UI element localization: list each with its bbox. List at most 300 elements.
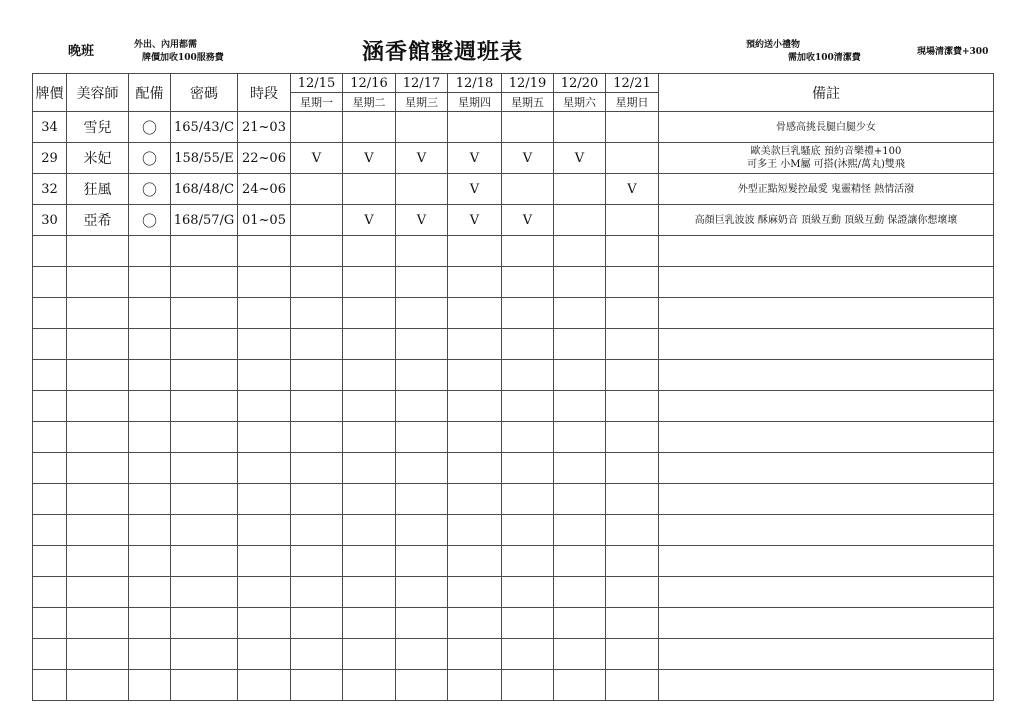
column-header-time: 時段 bbox=[238, 74, 291, 112]
empty-cell bbox=[33, 515, 67, 546]
empty-cell bbox=[448, 391, 502, 422]
day-check: V bbox=[502, 143, 554, 174]
empty-cell bbox=[448, 608, 502, 639]
day-check: V bbox=[343, 205, 396, 236]
price-cell: 29 bbox=[33, 143, 67, 174]
empty-cell bbox=[343, 236, 396, 267]
table-row bbox=[33, 112, 994, 143]
empty-cell bbox=[554, 639, 606, 670]
empty-rows bbox=[33, 236, 994, 701]
empty-cell bbox=[396, 267, 448, 298]
empty-cell bbox=[171, 360, 238, 391]
empty-cell bbox=[129, 577, 171, 608]
empty-row bbox=[33, 546, 994, 577]
empty-cell bbox=[502, 577, 554, 608]
empty-cell bbox=[129, 236, 171, 267]
empty-cell bbox=[448, 329, 502, 360]
empty-cell bbox=[67, 329, 129, 360]
column-header-date: 12/15 bbox=[291, 74, 343, 93]
empty-row bbox=[33, 639, 994, 670]
empty-cell bbox=[606, 546, 659, 577]
table-row bbox=[33, 205, 994, 236]
empty-cell bbox=[129, 391, 171, 422]
empty-row bbox=[33, 391, 994, 422]
column-header-weekday: 星期三 bbox=[396, 93, 448, 112]
column-header-weekday: 星期二 bbox=[343, 93, 396, 112]
empty-row bbox=[33, 298, 994, 329]
empty-cell bbox=[129, 360, 171, 391]
empty-cell bbox=[291, 670, 343, 701]
note-line: 歐美款巨乳騷底 預約音樂禮+100 bbox=[750, 146, 902, 157]
day-check: V bbox=[502, 205, 554, 236]
empty-cell bbox=[171, 453, 238, 484]
empty-cell bbox=[33, 329, 67, 360]
empty-cell bbox=[171, 639, 238, 670]
therapist-name: 米妃 bbox=[67, 143, 129, 174]
empty-cell bbox=[502, 453, 554, 484]
empty-row bbox=[33, 360, 994, 391]
empty-cell bbox=[606, 484, 659, 515]
site-cleaning-note: 現場清潔費+300 bbox=[917, 47, 989, 57]
empty-cell bbox=[33, 639, 67, 670]
empty-cell bbox=[554, 329, 606, 360]
empty-cell bbox=[396, 422, 448, 453]
empty-cell bbox=[238, 577, 291, 608]
column-header-date: 12/21 bbox=[606, 74, 659, 93]
empty-cell bbox=[171, 484, 238, 515]
equipment-circle: 〇 bbox=[129, 174, 171, 205]
empty-cell bbox=[396, 577, 448, 608]
column-header-date: 12/19 bbox=[502, 74, 554, 93]
code-cell: 168/48/C bbox=[171, 174, 238, 205]
empty-cell bbox=[554, 608, 606, 639]
empty-cell bbox=[659, 422, 994, 453]
empty-cell bbox=[129, 329, 171, 360]
empty-cell bbox=[33, 577, 67, 608]
empty-cell bbox=[67, 484, 129, 515]
code-cell: 165/43/C bbox=[171, 112, 238, 143]
empty-cell bbox=[659, 391, 994, 422]
empty-cell bbox=[396, 484, 448, 515]
empty-cell bbox=[448, 639, 502, 670]
empty-cell bbox=[502, 267, 554, 298]
empty-cell bbox=[238, 267, 291, 298]
empty-cell bbox=[448, 546, 502, 577]
code-cell: 168/57/G bbox=[171, 205, 238, 236]
empty-cell bbox=[502, 639, 554, 670]
empty-cell bbox=[554, 422, 606, 453]
empty-cell bbox=[238, 608, 291, 639]
empty-cell bbox=[502, 391, 554, 422]
price-cell: 32 bbox=[33, 174, 67, 205]
note-line: 外型正點短髮控最愛 鬼靈精怪 熱情活潑 bbox=[737, 183, 915, 195]
day-check bbox=[502, 174, 554, 205]
empty-cell bbox=[291, 391, 343, 422]
empty-cell bbox=[343, 298, 396, 329]
day-check bbox=[291, 174, 343, 205]
empty-row bbox=[33, 236, 994, 267]
notes-cell bbox=[659, 112, 994, 143]
empty-cell bbox=[343, 391, 396, 422]
day-check bbox=[396, 174, 448, 205]
empty-cell bbox=[606, 670, 659, 701]
empty-cell bbox=[606, 360, 659, 391]
column-header-code: 密碼 bbox=[171, 74, 238, 112]
empty-cell bbox=[33, 608, 67, 639]
column-header-price: 牌價 bbox=[33, 74, 67, 112]
empty-cell bbox=[238, 298, 291, 329]
empty-cell bbox=[448, 484, 502, 515]
column-header-date: 12/17 bbox=[396, 74, 448, 93]
empty-cell bbox=[343, 267, 396, 298]
empty-cell bbox=[291, 453, 343, 484]
empty-cell bbox=[554, 391, 606, 422]
empty-cell bbox=[129, 453, 171, 484]
empty-cell bbox=[554, 236, 606, 267]
equipment-circle: 〇 bbox=[129, 112, 171, 143]
empty-cell bbox=[291, 298, 343, 329]
empty-cell bbox=[554, 577, 606, 608]
day-check bbox=[554, 174, 606, 205]
equipment-circle: 〇 bbox=[129, 205, 171, 236]
empty-cell bbox=[129, 639, 171, 670]
empty-cell bbox=[171, 298, 238, 329]
empty-cell bbox=[238, 670, 291, 701]
empty-cell bbox=[448, 298, 502, 329]
empty-cell bbox=[291, 422, 343, 453]
empty-cell bbox=[67, 298, 129, 329]
empty-cell bbox=[606, 639, 659, 670]
empty-cell bbox=[554, 267, 606, 298]
empty-row bbox=[33, 608, 994, 639]
therapist-name: 亞希 bbox=[67, 205, 129, 236]
empty-cell bbox=[171, 329, 238, 360]
empty-cell bbox=[659, 484, 994, 515]
empty-cell bbox=[659, 608, 994, 639]
empty-cell bbox=[238, 422, 291, 453]
empty-cell bbox=[606, 608, 659, 639]
empty-cell bbox=[606, 391, 659, 422]
empty-cell bbox=[67, 639, 129, 670]
empty-cell bbox=[129, 484, 171, 515]
empty-cell bbox=[659, 577, 994, 608]
empty-cell bbox=[171, 577, 238, 608]
empty-cell bbox=[502, 329, 554, 360]
day-check: V bbox=[448, 174, 502, 205]
empty-cell bbox=[33, 391, 67, 422]
empty-cell bbox=[238, 639, 291, 670]
column-header-weekday: 星期六 bbox=[554, 93, 606, 112]
table-row bbox=[33, 143, 994, 174]
day-check bbox=[396, 112, 448, 143]
empty-cell bbox=[67, 453, 129, 484]
therapist-name: 雪兒 bbox=[67, 112, 129, 143]
day-check bbox=[606, 143, 659, 174]
empty-cell bbox=[448, 236, 502, 267]
price-cell: 30 bbox=[33, 205, 67, 236]
empty-cell bbox=[502, 608, 554, 639]
empty-cell bbox=[343, 484, 396, 515]
empty-cell bbox=[129, 298, 171, 329]
empty-cell bbox=[659, 267, 994, 298]
empty-cell bbox=[502, 360, 554, 391]
empty-cell bbox=[171, 546, 238, 577]
empty-cell bbox=[129, 546, 171, 577]
empty-cell bbox=[129, 267, 171, 298]
empty-cell bbox=[171, 608, 238, 639]
day-check: V bbox=[448, 143, 502, 174]
empty-cell bbox=[659, 639, 994, 670]
empty-cell bbox=[448, 360, 502, 391]
day-check bbox=[502, 112, 554, 143]
gift-note: 預約送小禮物 bbox=[746, 40, 801, 50]
empty-cell bbox=[396, 236, 448, 267]
column-header-therapist: 美容師 bbox=[67, 74, 129, 112]
empty-cell bbox=[33, 484, 67, 515]
empty-cell bbox=[448, 515, 502, 546]
page-title: 涵香館整週班表 bbox=[362, 39, 524, 65]
empty-cell bbox=[659, 670, 994, 701]
empty-cell bbox=[33, 298, 67, 329]
time-cell: 22~06 bbox=[238, 143, 291, 174]
empty-cell bbox=[448, 422, 502, 453]
note-line: 可多王 小M屬 可搭(沐熙/萬丸)雙飛 bbox=[747, 159, 905, 170]
empty-cell bbox=[171, 236, 238, 267]
empty-cell bbox=[606, 577, 659, 608]
empty-cell bbox=[291, 329, 343, 360]
empty-cell bbox=[291, 360, 343, 391]
schedule-table bbox=[32, 73, 994, 701]
empty-row bbox=[33, 329, 994, 360]
empty-cell bbox=[448, 577, 502, 608]
time-cell: 01~05 bbox=[238, 205, 291, 236]
empty-cell bbox=[448, 453, 502, 484]
empty-cell bbox=[396, 515, 448, 546]
empty-cell bbox=[129, 515, 171, 546]
empty-cell bbox=[238, 484, 291, 515]
empty-cell bbox=[33, 422, 67, 453]
empty-cell bbox=[343, 422, 396, 453]
empty-cell bbox=[67, 515, 129, 546]
notes-cell bbox=[659, 174, 994, 205]
empty-cell bbox=[502, 546, 554, 577]
empty-cell bbox=[238, 329, 291, 360]
empty-row bbox=[33, 670, 994, 701]
empty-cell bbox=[554, 670, 606, 701]
empty-cell bbox=[554, 546, 606, 577]
empty-cell bbox=[554, 515, 606, 546]
empty-cell bbox=[33, 453, 67, 484]
empty-cell bbox=[238, 515, 291, 546]
empty-cell bbox=[67, 577, 129, 608]
empty-cell bbox=[396, 608, 448, 639]
empty-cell bbox=[238, 391, 291, 422]
empty-cell bbox=[606, 515, 659, 546]
day-check bbox=[448, 112, 502, 143]
empty-cell bbox=[396, 453, 448, 484]
empty-cell bbox=[67, 422, 129, 453]
therapist-name: 狂風 bbox=[67, 174, 129, 205]
empty-cell bbox=[171, 515, 238, 546]
day-check: V bbox=[606, 174, 659, 205]
empty-cell bbox=[554, 453, 606, 484]
empty-cell bbox=[396, 298, 448, 329]
empty-cell bbox=[396, 546, 448, 577]
notes-cell bbox=[659, 205, 994, 236]
empty-cell bbox=[343, 577, 396, 608]
day-check: V bbox=[448, 205, 502, 236]
day-check: V bbox=[343, 143, 396, 174]
empty-cell bbox=[171, 670, 238, 701]
column-header-weekday: 星期五 bbox=[502, 93, 554, 112]
day-check bbox=[554, 112, 606, 143]
empty-cell bbox=[659, 360, 994, 391]
empty-cell bbox=[291, 515, 343, 546]
time-cell: 21~03 bbox=[238, 112, 291, 143]
empty-cell bbox=[238, 453, 291, 484]
empty-cell bbox=[606, 453, 659, 484]
empty-cell bbox=[171, 391, 238, 422]
empty-cell bbox=[67, 608, 129, 639]
empty-cell bbox=[659, 329, 994, 360]
empty-cell bbox=[33, 267, 67, 298]
day-check bbox=[343, 174, 396, 205]
empty-cell bbox=[343, 639, 396, 670]
table-row bbox=[33, 174, 994, 205]
time-cell: 24~06 bbox=[238, 174, 291, 205]
equipment-circle: 〇 bbox=[129, 143, 171, 174]
empty-cell bbox=[606, 267, 659, 298]
empty-cell bbox=[502, 422, 554, 453]
empty-cell bbox=[33, 670, 67, 701]
empty-cell bbox=[291, 577, 343, 608]
empty-cell bbox=[343, 608, 396, 639]
empty-cell bbox=[67, 360, 129, 391]
empty-row bbox=[33, 577, 994, 608]
empty-row bbox=[33, 453, 994, 484]
empty-row bbox=[33, 422, 994, 453]
empty-cell bbox=[67, 236, 129, 267]
empty-cell bbox=[343, 329, 396, 360]
day-check bbox=[291, 112, 343, 143]
day-check: V bbox=[396, 205, 448, 236]
empty-cell bbox=[291, 236, 343, 267]
empty-cell bbox=[33, 360, 67, 391]
empty-row bbox=[33, 484, 994, 515]
empty-cell bbox=[291, 484, 343, 515]
empty-cell bbox=[396, 329, 448, 360]
empty-cell bbox=[659, 298, 994, 329]
day-check bbox=[554, 205, 606, 236]
column-header-date: 12/16 bbox=[343, 74, 396, 93]
empty-cell bbox=[291, 608, 343, 639]
empty-cell bbox=[238, 236, 291, 267]
empty-cell bbox=[396, 391, 448, 422]
column-header-date: 12/20 bbox=[554, 74, 606, 93]
empty-cell bbox=[606, 298, 659, 329]
empty-cell bbox=[448, 670, 502, 701]
empty-cell bbox=[606, 329, 659, 360]
empty-cell bbox=[67, 267, 129, 298]
empty-cell bbox=[343, 546, 396, 577]
empty-cell bbox=[659, 546, 994, 577]
empty-row bbox=[33, 267, 994, 298]
empty-cell bbox=[171, 267, 238, 298]
empty-cell bbox=[67, 391, 129, 422]
empty-cell bbox=[502, 484, 554, 515]
column-header-notes: 備註 bbox=[659, 74, 994, 112]
day-check bbox=[606, 112, 659, 143]
takeout-note: 外出、內用都需 bbox=[134, 40, 198, 50]
empty-cell bbox=[291, 639, 343, 670]
empty-cell bbox=[67, 546, 129, 577]
empty-cell bbox=[33, 546, 67, 577]
empty-cell bbox=[659, 453, 994, 484]
empty-cell bbox=[554, 298, 606, 329]
column-header-weekday: 星期一 bbox=[291, 93, 343, 112]
empty-cell bbox=[129, 608, 171, 639]
day-check bbox=[606, 205, 659, 236]
day-check bbox=[291, 205, 343, 236]
empty-cell bbox=[129, 422, 171, 453]
empty-cell bbox=[448, 267, 502, 298]
empty-cell bbox=[343, 360, 396, 391]
empty-cell bbox=[343, 670, 396, 701]
day-check: V bbox=[554, 143, 606, 174]
empty-cell bbox=[291, 546, 343, 577]
service-fee-note: 牌價加收100服務費 bbox=[142, 53, 224, 63]
empty-cell bbox=[554, 484, 606, 515]
column-header-weekday: 星期四 bbox=[448, 93, 502, 112]
empty-cell bbox=[606, 236, 659, 267]
note-line: 骨感高挑長腿白腿少女 bbox=[776, 121, 876, 133]
shift-label: 晚班 bbox=[68, 44, 95, 59]
empty-cell bbox=[502, 298, 554, 329]
day-check: V bbox=[396, 143, 448, 174]
empty-cell bbox=[343, 515, 396, 546]
cleaning-fee-note: 需加收100清潔費 bbox=[788, 53, 861, 63]
empty-cell bbox=[502, 670, 554, 701]
empty-cell bbox=[659, 236, 994, 267]
empty-cell bbox=[343, 453, 396, 484]
column-header-date: 12/18 bbox=[448, 74, 502, 93]
day-check bbox=[343, 112, 396, 143]
empty-cell bbox=[502, 236, 554, 267]
empty-cell bbox=[67, 670, 129, 701]
empty-cell bbox=[554, 360, 606, 391]
empty-row bbox=[33, 515, 994, 546]
price-cell: 34 bbox=[33, 112, 67, 143]
column-header-equipment: 配備 bbox=[129, 74, 171, 112]
empty-cell bbox=[238, 546, 291, 577]
empty-cell bbox=[33, 236, 67, 267]
code-cell: 158/55/E bbox=[171, 143, 238, 174]
empty-cell bbox=[502, 515, 554, 546]
empty-cell bbox=[171, 422, 238, 453]
empty-cell bbox=[291, 267, 343, 298]
day-check: V bbox=[291, 143, 343, 174]
note-line: 高顏巨乳波波 酥麻奶音 頂級互動 頂級互動 保證讓你想壞壞 bbox=[694, 214, 958, 226]
empty-cell bbox=[396, 670, 448, 701]
empty-cell bbox=[396, 639, 448, 670]
column-header-weekday: 星期日 bbox=[606, 93, 659, 112]
notes-cell bbox=[659, 143, 994, 174]
empty-cell bbox=[129, 670, 171, 701]
empty-cell bbox=[238, 360, 291, 391]
empty-cell bbox=[606, 422, 659, 453]
empty-cell bbox=[396, 360, 448, 391]
empty-cell bbox=[659, 515, 994, 546]
